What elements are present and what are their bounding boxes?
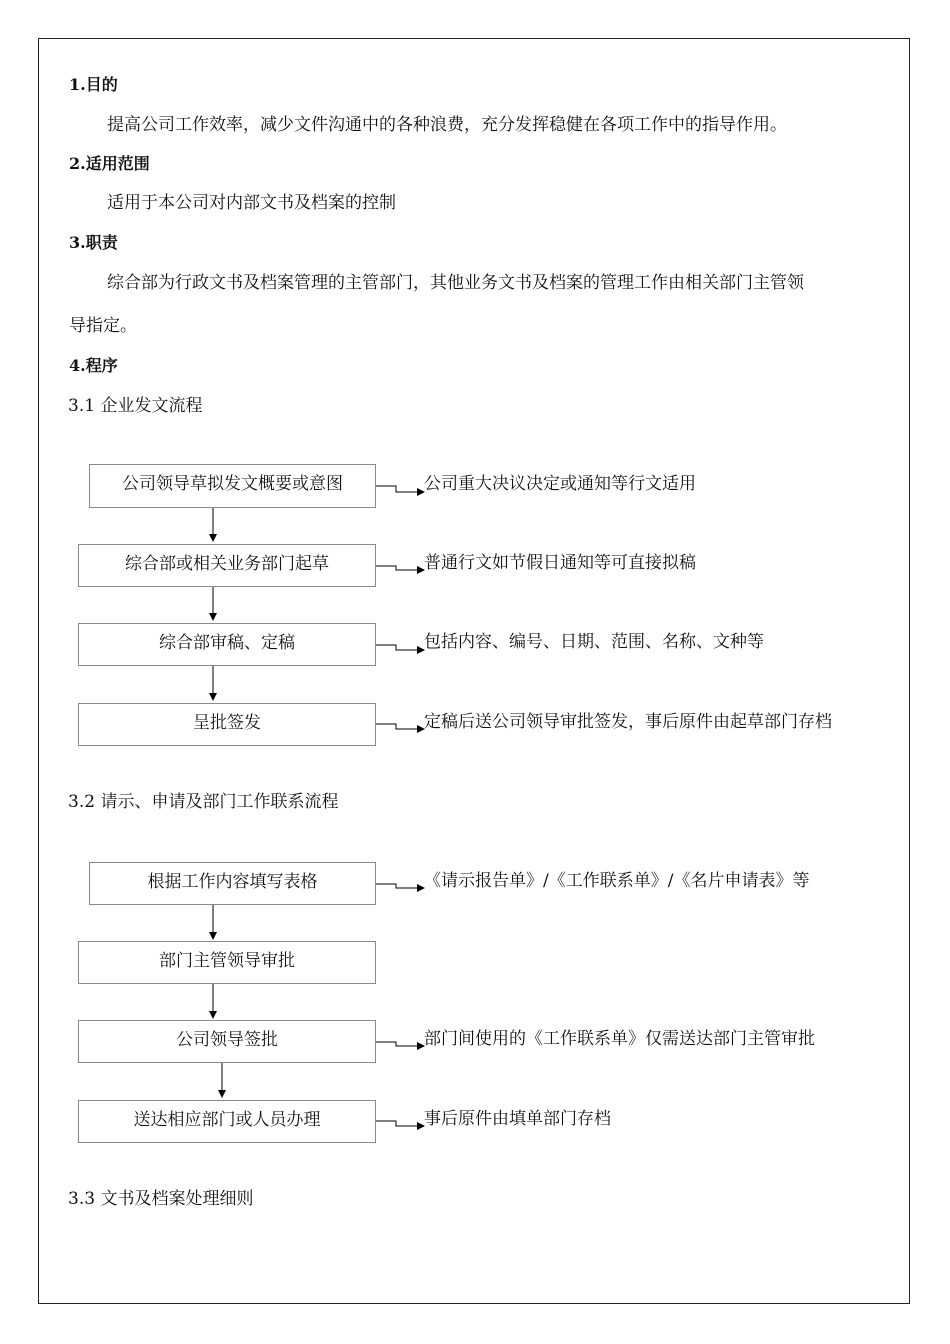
flow-2-step-2-box: 部门主管领导审批 <box>78 941 376 984</box>
flow-2-title: 3.2 请示、申请及部门工作联系流程 <box>68 792 339 812</box>
section-2-text: 适用于本公司对内部文书及档案的控制 <box>107 193 396 213</box>
flow-1-step-4-box: 呈批签发 <box>78 703 376 746</box>
flow-2-step-1-box: 根据工作内容填写表格 <box>89 862 376 905</box>
flow-2-step-4-box: 送达相应部门或人员办理 <box>78 1100 376 1143</box>
flow-2-step-4-note: 事后原件由填单部门存档 <box>424 1109 611 1129</box>
section-3-text-line-1: 综合部为行政文书及档案管理的主管部门，其他业务文书及档案的管理工作由相关部门主管领 <box>107 273 804 293</box>
flow-3-title: 3.3 文书及档案处理细则 <box>68 1189 254 1209</box>
section-1-heading: 1.目的 <box>69 75 118 94</box>
flow-1-title: 3.1 企业发文流程 <box>68 396 203 416</box>
section-3-heading: 3.职责 <box>69 233 118 252</box>
section-1-text: 提高公司工作效率，减少文件沟通中的各种浪费，充分发挥稳健在各项工作中的指导作用。 <box>107 115 787 135</box>
flow-1-step-1-box: 公司领导草拟发文概要或意图 <box>89 464 376 508</box>
flow-1-step-2-note: 普通行文如节假日通知等可直接拟稿 <box>424 553 696 573</box>
section-4-heading: 4.程序 <box>69 356 118 375</box>
flow-1-step-1-note: 公司重大决议决定或通知等行文适用 <box>424 474 696 494</box>
flow-2-step-3-note: 部门间使用的《工作联系单》仅需送达部门主管审批 <box>424 1029 815 1049</box>
flow-1-step-4-note: 定稿后送公司领导审批签发，事后原件由起草部门存档 <box>424 712 832 732</box>
flow-1-step-3-box: 综合部审稿、定稿 <box>78 623 376 666</box>
flow-2-step-1-note: 《请示报告单》/《工作联系单》/《名片申请表》等 <box>424 871 810 891</box>
flow-1-step-3-note: 包括内容、编号、日期、范围、名称、文种等 <box>424 632 764 652</box>
flow-2-step-3-box: 公司领导签批 <box>78 1020 376 1063</box>
section-3-text-line-2: 导指定。 <box>69 316 137 336</box>
flow-1-step-2-box: 综合部或相关业务部门起草 <box>78 544 376 587</box>
section-2-heading: 2.适用范围 <box>69 154 150 173</box>
